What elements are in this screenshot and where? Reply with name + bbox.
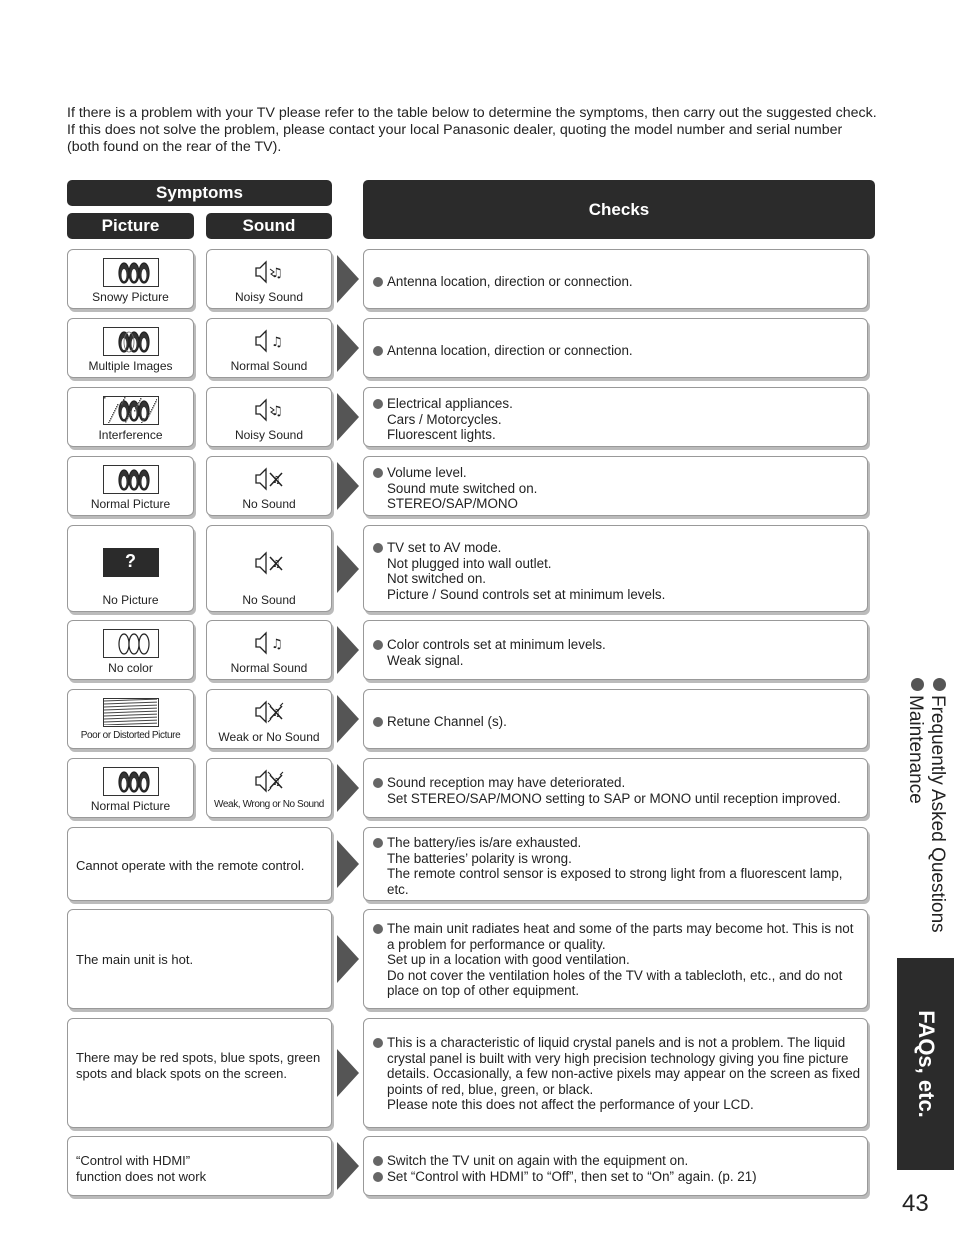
side-item-faq: Frequently Asked Questions (927, 695, 948, 933)
symptom-text: The main unit is hot. (76, 952, 194, 967)
distorted-picture-icon (103, 698, 159, 727)
no-sound-icon (253, 550, 285, 576)
check-line: This is a characteristic of liquid crystal panels and is not a problem. The liquid crystal panel is built with very high precision technology giving you fine picture details. Occasionally, a few non-active pixels may appear on the screen as fixed points of red, blue, green, or black. (387, 1035, 861, 1097)
picture-symptom-label: Multiple Images (88, 359, 173, 373)
arrow-icon (337, 1049, 359, 1097)
check-line: Color controls set at minimum levels. (387, 637, 606, 652)
checks-cell (363, 689, 868, 749)
bullet-icon (373, 924, 383, 934)
bullet-icon (373, 277, 383, 287)
check-line: Switch the TV unit on again with the equipment on. (387, 1153, 689, 1168)
check-line: The batteries’ polarity is wrong. (387, 850, 572, 866)
check-line: Sound mute switched on. (387, 480, 538, 496)
check-list (387, 274, 861, 290)
check-line: Weak signal. (387, 652, 464, 668)
arrow-icon (337, 255, 359, 303)
check-list (387, 637, 861, 668)
check-list (387, 540, 861, 602)
arrow-icon (337, 1142, 359, 1190)
picture-symptom-cell (67, 758, 194, 818)
check-line: STEREO/SAP/MONO (387, 496, 518, 512)
sound-header: Sound (206, 213, 332, 239)
combined-symptom-cell (67, 827, 332, 901)
picture-symptom-label: Normal Picture (90, 497, 171, 511)
multiple-images-icon (103, 327, 159, 356)
normal-picture-icon (103, 465, 159, 494)
check-item (387, 343, 861, 359)
sound-symptom-cell (206, 456, 332, 516)
check-item (387, 396, 861, 443)
check-line: The remote control sensor is exposed to strong light from a fluorescent lamp, etc. (387, 866, 843, 897)
checks-cell (363, 318, 868, 378)
bullet-icon (373, 1038, 383, 1048)
picture-symptom-cell (67, 387, 194, 447)
checks-cell (363, 758, 868, 818)
side-tab-label: FAQs, etc. (913, 1010, 939, 1118)
normal-sound-icon (253, 328, 285, 354)
bullet-icon (373, 1156, 383, 1166)
check-line: Retune Channel (s). (387, 714, 507, 729)
check-list (387, 714, 861, 730)
bullet-icon (373, 717, 383, 727)
arrow-icon (337, 545, 359, 593)
svg-text:♫: ♫ (271, 637, 283, 652)
picture-symptom-cell (67, 620, 194, 680)
picture-symptom-label: No color (108, 661, 153, 675)
check-line: The battery/ies is/are exhausted. (387, 835, 582, 850)
no-color-icon (103, 629, 159, 658)
check-list (387, 343, 861, 359)
checks-cell (363, 620, 868, 680)
arrow-icon (337, 935, 359, 983)
check-line: Do not cover the ventilation holes of the TV with a tablecloth, etc., and do not place on top of other equipment. (387, 967, 843, 999)
snowy-picture-icon (103, 258, 159, 287)
weak-sound-icon (253, 699, 285, 725)
check-line: Cars / Motorcycles. (387, 411, 502, 427)
no-picture-icon (103, 548, 159, 577)
bullet-icon (373, 640, 383, 650)
combined-symptom-cell (67, 1136, 332, 1196)
sound-symptom-label: Noisy Sound (234, 290, 304, 304)
bullet-icon (373, 543, 383, 553)
sound-symptom-label: Noisy Sound (234, 428, 304, 442)
sound-symptom-label: Normal Sound (230, 359, 308, 373)
sound-symptom-cell (206, 387, 332, 447)
question-mark-icon: ? (125, 551, 136, 571)
side-item-maintenance: Maintenance (905, 695, 926, 804)
side-section-index (898, 678, 948, 953)
check-item (387, 637, 861, 668)
check-line: Electrical appliances. (387, 396, 513, 411)
check-list (387, 775, 861, 806)
check-item (387, 274, 861, 290)
picture-symptom-cell (67, 525, 194, 612)
interference-icon (103, 396, 159, 425)
svg-text:♫: ♫ (271, 404, 283, 419)
picture-symptom-label: Snowy Picture (92, 290, 169, 304)
check-item (387, 540, 861, 602)
check-line: Volume level. (387, 465, 467, 480)
check-item (387, 714, 861, 730)
combined-symptom-cell (67, 1018, 332, 1128)
sound-symptom-cell (206, 758, 332, 818)
check-line: Set “Control with HDMI” to “Off”, then set to “On” again. (p. 21) (387, 1168, 757, 1184)
check-item (387, 465, 861, 512)
check-list (387, 396, 861, 443)
sound-symptom-cell (206, 689, 332, 749)
checks-cell (363, 909, 868, 1009)
check-line: Set up in a location with good ventilation. (387, 952, 630, 968)
check-list (387, 465, 861, 512)
arrow-icon (337, 462, 359, 510)
sound-symptom-label: No Sound (242, 497, 296, 511)
svg-text:♫: ♫ (271, 266, 283, 281)
check-item (387, 775, 861, 806)
sound-symptom-cell (206, 318, 332, 378)
no-sound-icon (253, 466, 285, 492)
bullet-icon (373, 1172, 383, 1182)
check-line: Antenna location, direction or connection. (387, 343, 633, 358)
svg-text:♫: ♫ (272, 559, 281, 570)
svg-text:♫: ♫ (272, 777, 281, 788)
picture-header: Picture (67, 213, 194, 239)
svg-text:♫: ♫ (271, 335, 283, 350)
noisy-sound-icon (253, 259, 285, 285)
checks-header: Checks (363, 180, 875, 239)
check-line: Not switched on. (387, 571, 486, 587)
check-list (387, 921, 861, 999)
check-item (387, 1169, 861, 1185)
check-line: Please note this does not affect the performance of your LCD. (387, 1097, 754, 1113)
normal-sound-icon (253, 630, 285, 656)
arrow-icon (337, 324, 359, 372)
checks-cell (363, 1136, 868, 1196)
sound-symptom-label: Weak or No Sound (218, 730, 320, 744)
arrow-icon (337, 764, 359, 812)
bullet-icon (373, 838, 383, 848)
symptom-text: “Control with HDMI” function does not work (76, 1153, 207, 1184)
symptom-text: Cannot operate with the remote control. (76, 858, 305, 873)
symptoms-header: Symptoms (67, 180, 332, 206)
sound-symptom-cell (206, 249, 332, 309)
svg-text:♫: ♫ (272, 708, 281, 719)
picture-symptom-cell (67, 689, 194, 749)
check-line: Sound reception may have deteriorated. (387, 775, 626, 790)
check-item (387, 1153, 861, 1169)
picture-symptom-label: No Picture (102, 593, 159, 607)
check-item (387, 1035, 861, 1113)
combined-symptom-cell (67, 909, 332, 1009)
picture-symptom-cell (67, 249, 194, 309)
check-item (387, 835, 861, 897)
bullet-icon (373, 346, 383, 356)
checks-cell (363, 1018, 868, 1128)
check-line: Fluorescent lights. (387, 427, 496, 443)
check-list (387, 1035, 861, 1113)
sound-symptom-cell (206, 620, 332, 680)
checks-cell (363, 387, 868, 447)
sound-symptom-label: Weak, Wrong or No Sound (214, 799, 324, 810)
sound-symptom-cell (206, 525, 332, 612)
page-number: 43 (902, 1190, 929, 1217)
check-item (387, 921, 861, 999)
check-line: Antenna location, direction or connection. (387, 274, 633, 289)
checks-cell (363, 456, 868, 516)
bullet-icon (373, 778, 383, 788)
check-line: The main unit radiates heat and some of the parts may become hot. This is not a problem for performance or quality. (387, 921, 854, 952)
check-list (387, 835, 861, 897)
sound-symptom-label: Normal Sound (230, 661, 308, 675)
picture-symptom-cell (67, 456, 194, 516)
check-line: TV set to AV mode. (387, 540, 502, 555)
intro-paragraph: If there is a problem with your TV please refer to the table below to determine the symptoms, then carry out the suggested check. If this does not solve the problem, please contact your local Panasonic dealer, quoting the model number and serial number (both found on the rear of the TV). (67, 105, 877, 155)
weak-sound-icon (253, 768, 285, 794)
picture-symptom-label: Poor or Distorted Picture (80, 730, 181, 741)
arrow-icon (337, 393, 359, 441)
check-line: Not plugged into wall outlet. (387, 555, 552, 571)
arrow-icon (337, 695, 359, 743)
side-tab-faqs (897, 958, 954, 1170)
arrow-icon (337, 840, 359, 888)
picture-symptom-cell (67, 318, 194, 378)
checks-cell (363, 249, 868, 309)
bullet-icon (373, 468, 383, 478)
arrow-icon (337, 626, 359, 674)
checks-cell (363, 827, 868, 901)
bullet-icon (911, 678, 924, 691)
picture-symptom-label: Interference (98, 428, 163, 442)
noisy-sound-icon (253, 397, 285, 423)
check-line: Set STEREO/SAP/MONO setting to SAP or MONO until reception improved. (387, 790, 841, 806)
bullet-icon (373, 399, 383, 409)
checks-cell (363, 525, 868, 612)
check-list (387, 1153, 861, 1184)
bullet-icon (933, 678, 946, 691)
picture-symptom-label: Normal Picture (90, 799, 171, 813)
sound-symptom-label: No Sound (242, 593, 296, 607)
check-line: Picture / Sound controls set at minimum levels. (387, 586, 666, 602)
svg-text:♫: ♫ (272, 475, 281, 486)
normal-picture-icon (103, 767, 159, 796)
symptom-text: There may be red spots, blue spots, green spots and black spots on the screen. (76, 1050, 321, 1081)
